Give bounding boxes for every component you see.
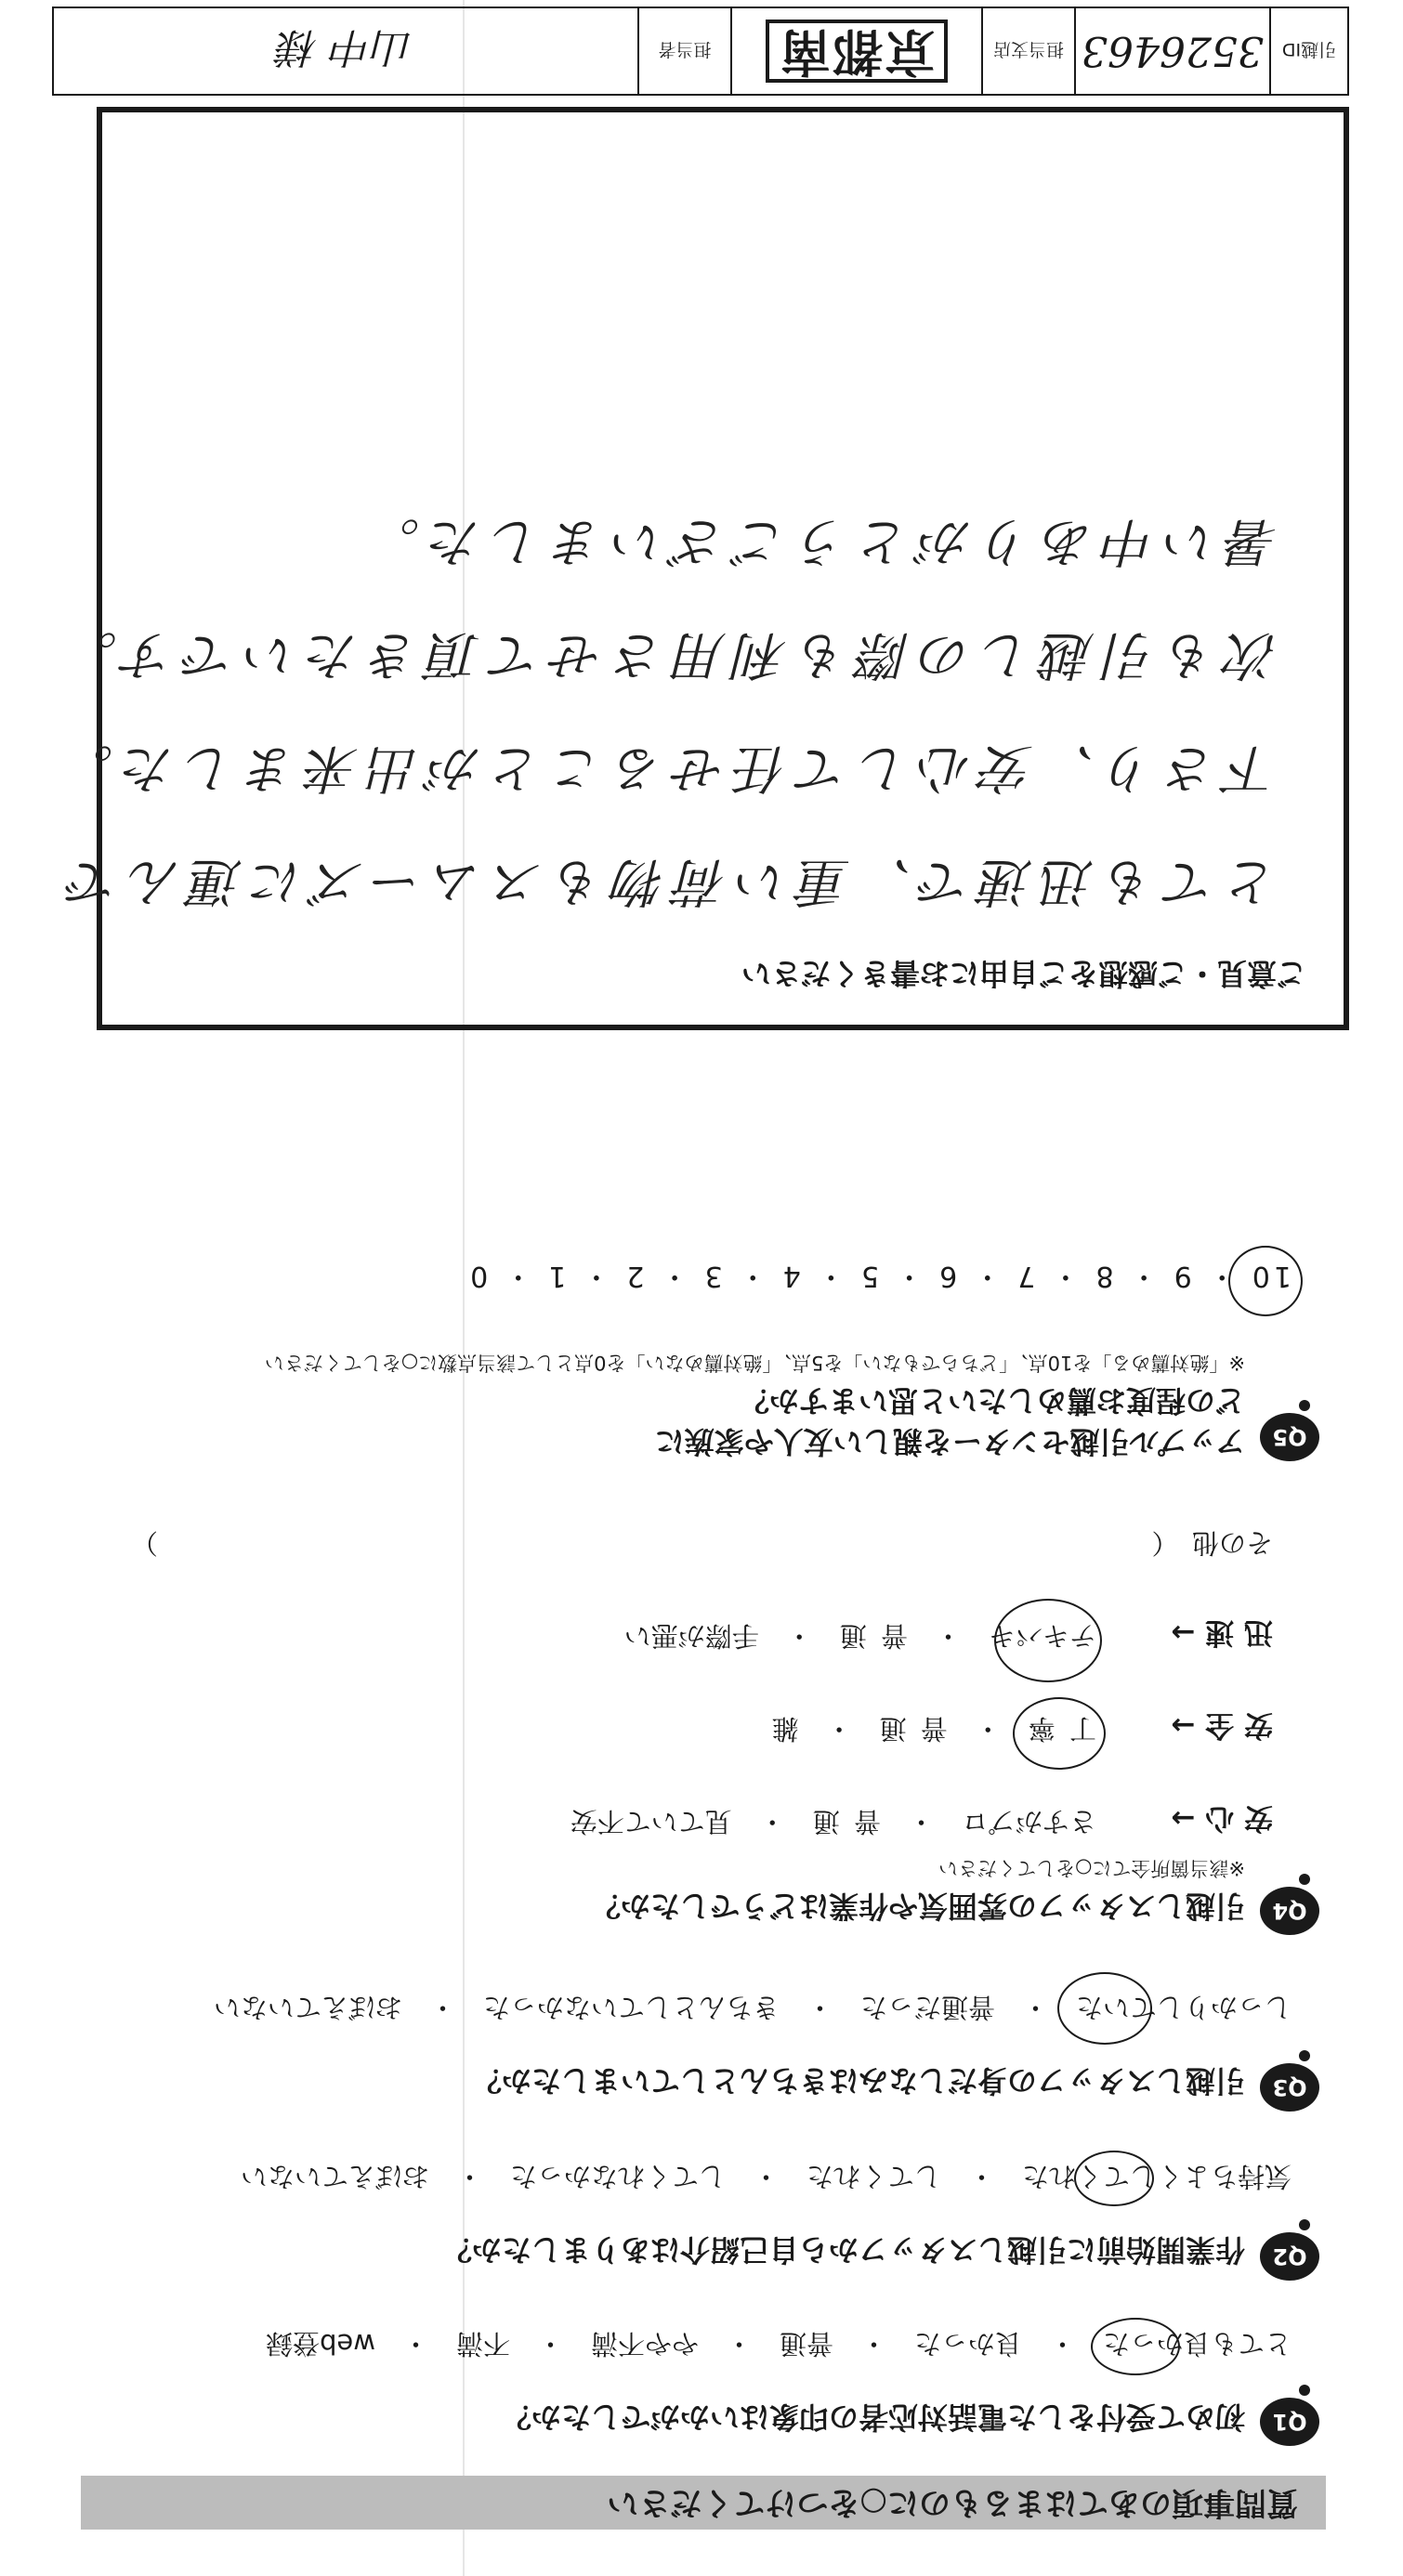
q5-note: ※「絶対薦める」を10点、「どちらでもない」を5点、「絶対薦めない」を0点として該当点数に○をしてください [264,1352,1245,1374]
q2-badge: Q2 [1260,2232,1319,2281]
q5-answer-circle [1228,1246,1303,1316]
q4-row-anshin-label: 安 心 → [1171,1801,1273,1835]
q1-answer-circle [1091,2318,1180,2375]
branch-value: 京都南 [766,20,948,83]
q4-row-anshin-options: さすがプロ ・ 普 通 ・ 見ていて不安 [570,1806,1096,1837]
branch-label: 担当支店 [993,39,1065,60]
q4-other-label: その他 （ [1151,1527,1273,1559]
scale-2: 2 [623,1260,645,1292]
move-id-label: 引越ID [1281,39,1337,60]
q4-jinsoku-answer-circle [994,1599,1102,1682]
scale-7: 7 [1014,1260,1036,1292]
scale-5: 5 [857,1260,880,1292]
move-id-value: 3526463 [1082,27,1264,75]
q5-scale: 10 ・ 9 ・ 8 ・ 7 ・ 6 ・ 5 ・ 4 ・ 3 ・ 2 ・ 1 ・ 0 [466,1260,1292,1292]
comment-line-2: 下さり、安心して任せることが出来ました。 [52,738,1278,798]
q4-question: 引越しスタッフの雰囲気や作業はどうでしたか？ [590,1889,1245,1924]
q3-badge: Q3 [1260,2063,1319,2112]
scale-9: 9 [1170,1260,1192,1292]
q2-question: 作業開始前に引越しスタッフから自己紹介はありましたか？ [441,2232,1245,2268]
q4-other-close: ） [130,1527,158,1559]
q3-options: しっかりしていた ・ 普通だった ・ きちんとしていなかった ・ おぼえていない [213,1992,1292,2023]
scale-4: 4 [779,1260,801,1292]
q1-options: とても良かった ・ 良かった ・ 普通 ・ やや不満 ・ 不満 ・ web登録 [266,2328,1292,2360]
q1-question: 初めて受付をした電話対応者の印象はいかがでしたか？ [501,2399,1245,2435]
q3-question: 引越しスタッフの身だしなみはきちんとしていましたか？ [471,2063,1245,2099]
comment-line-4: 暑い中ありがとうございました。 [359,511,1278,571]
instruction-band: 質問事項のあてはまるものに○をつけてください [81,2476,1326,2530]
customer-name: 山中 様 [278,23,413,71]
customer-cell [54,8,637,94]
q5-question-line2: どの程度お薦めしたいと思いますか？ [739,1383,1245,1419]
staff-label: 担当者 [658,39,712,60]
comment-line-3: 次も引越しの際も利用させて頂きたいです。 [56,624,1278,685]
q4-row-jinsoku-label: 迅 速 → [1171,1615,1273,1649]
scale-0: 0 [466,1260,489,1292]
scale-1: 1 [544,1260,567,1292]
branch-label-cell [981,8,1074,94]
scale-8: 8 [1092,1260,1114,1292]
q5-badge: Q5 [1260,1413,1319,1461]
comments-title: ご意見・ご感想をご自由にお書きください [741,956,1306,991]
move-id-value-cell [1074,8,1269,94]
q4-note: ※該当箇所全てに○をしてください [938,1857,1245,1879]
scale-6: 6 [936,1260,958,1292]
q1-badge: Q1 [1260,2398,1319,2446]
scale-10: 10 [1248,1260,1292,1292]
q4-row-anzen-label: 安 全 → [1171,1708,1273,1742]
move-id-label-cell [1269,8,1347,94]
q4-badge: Q4 [1260,1887,1319,1935]
q5-question-line1: アップル引越センターを親しい友人や家族に [654,1424,1245,1459]
staff-label-cell [637,8,730,94]
q4-anzen-answer-circle [1013,1697,1106,1770]
q3-answer-circle [1057,1972,1152,2045]
comments-box [52,107,1349,1030]
q4-row-jinsoku-options: テキパキ ・ 普 通 ・ 手際が悪い [623,1620,1096,1652]
footer-table [52,7,1349,96]
q2-options: 気持ちよくしてくれた ・ してくれた ・ してくれなかった ・ おぼえていない [240,2161,1292,2192]
scale-3: 3 [701,1260,723,1292]
q4-row-anzen-options: 丁 寧 ・ 普 通 ・ 雑 [771,1713,1096,1745]
q2-answer-circle [1074,2151,1154,2206]
comment-line-1: とても迅速で、重い荷物もスムーズに運んで [58,851,1278,911]
branch-value-cell [730,8,981,94]
